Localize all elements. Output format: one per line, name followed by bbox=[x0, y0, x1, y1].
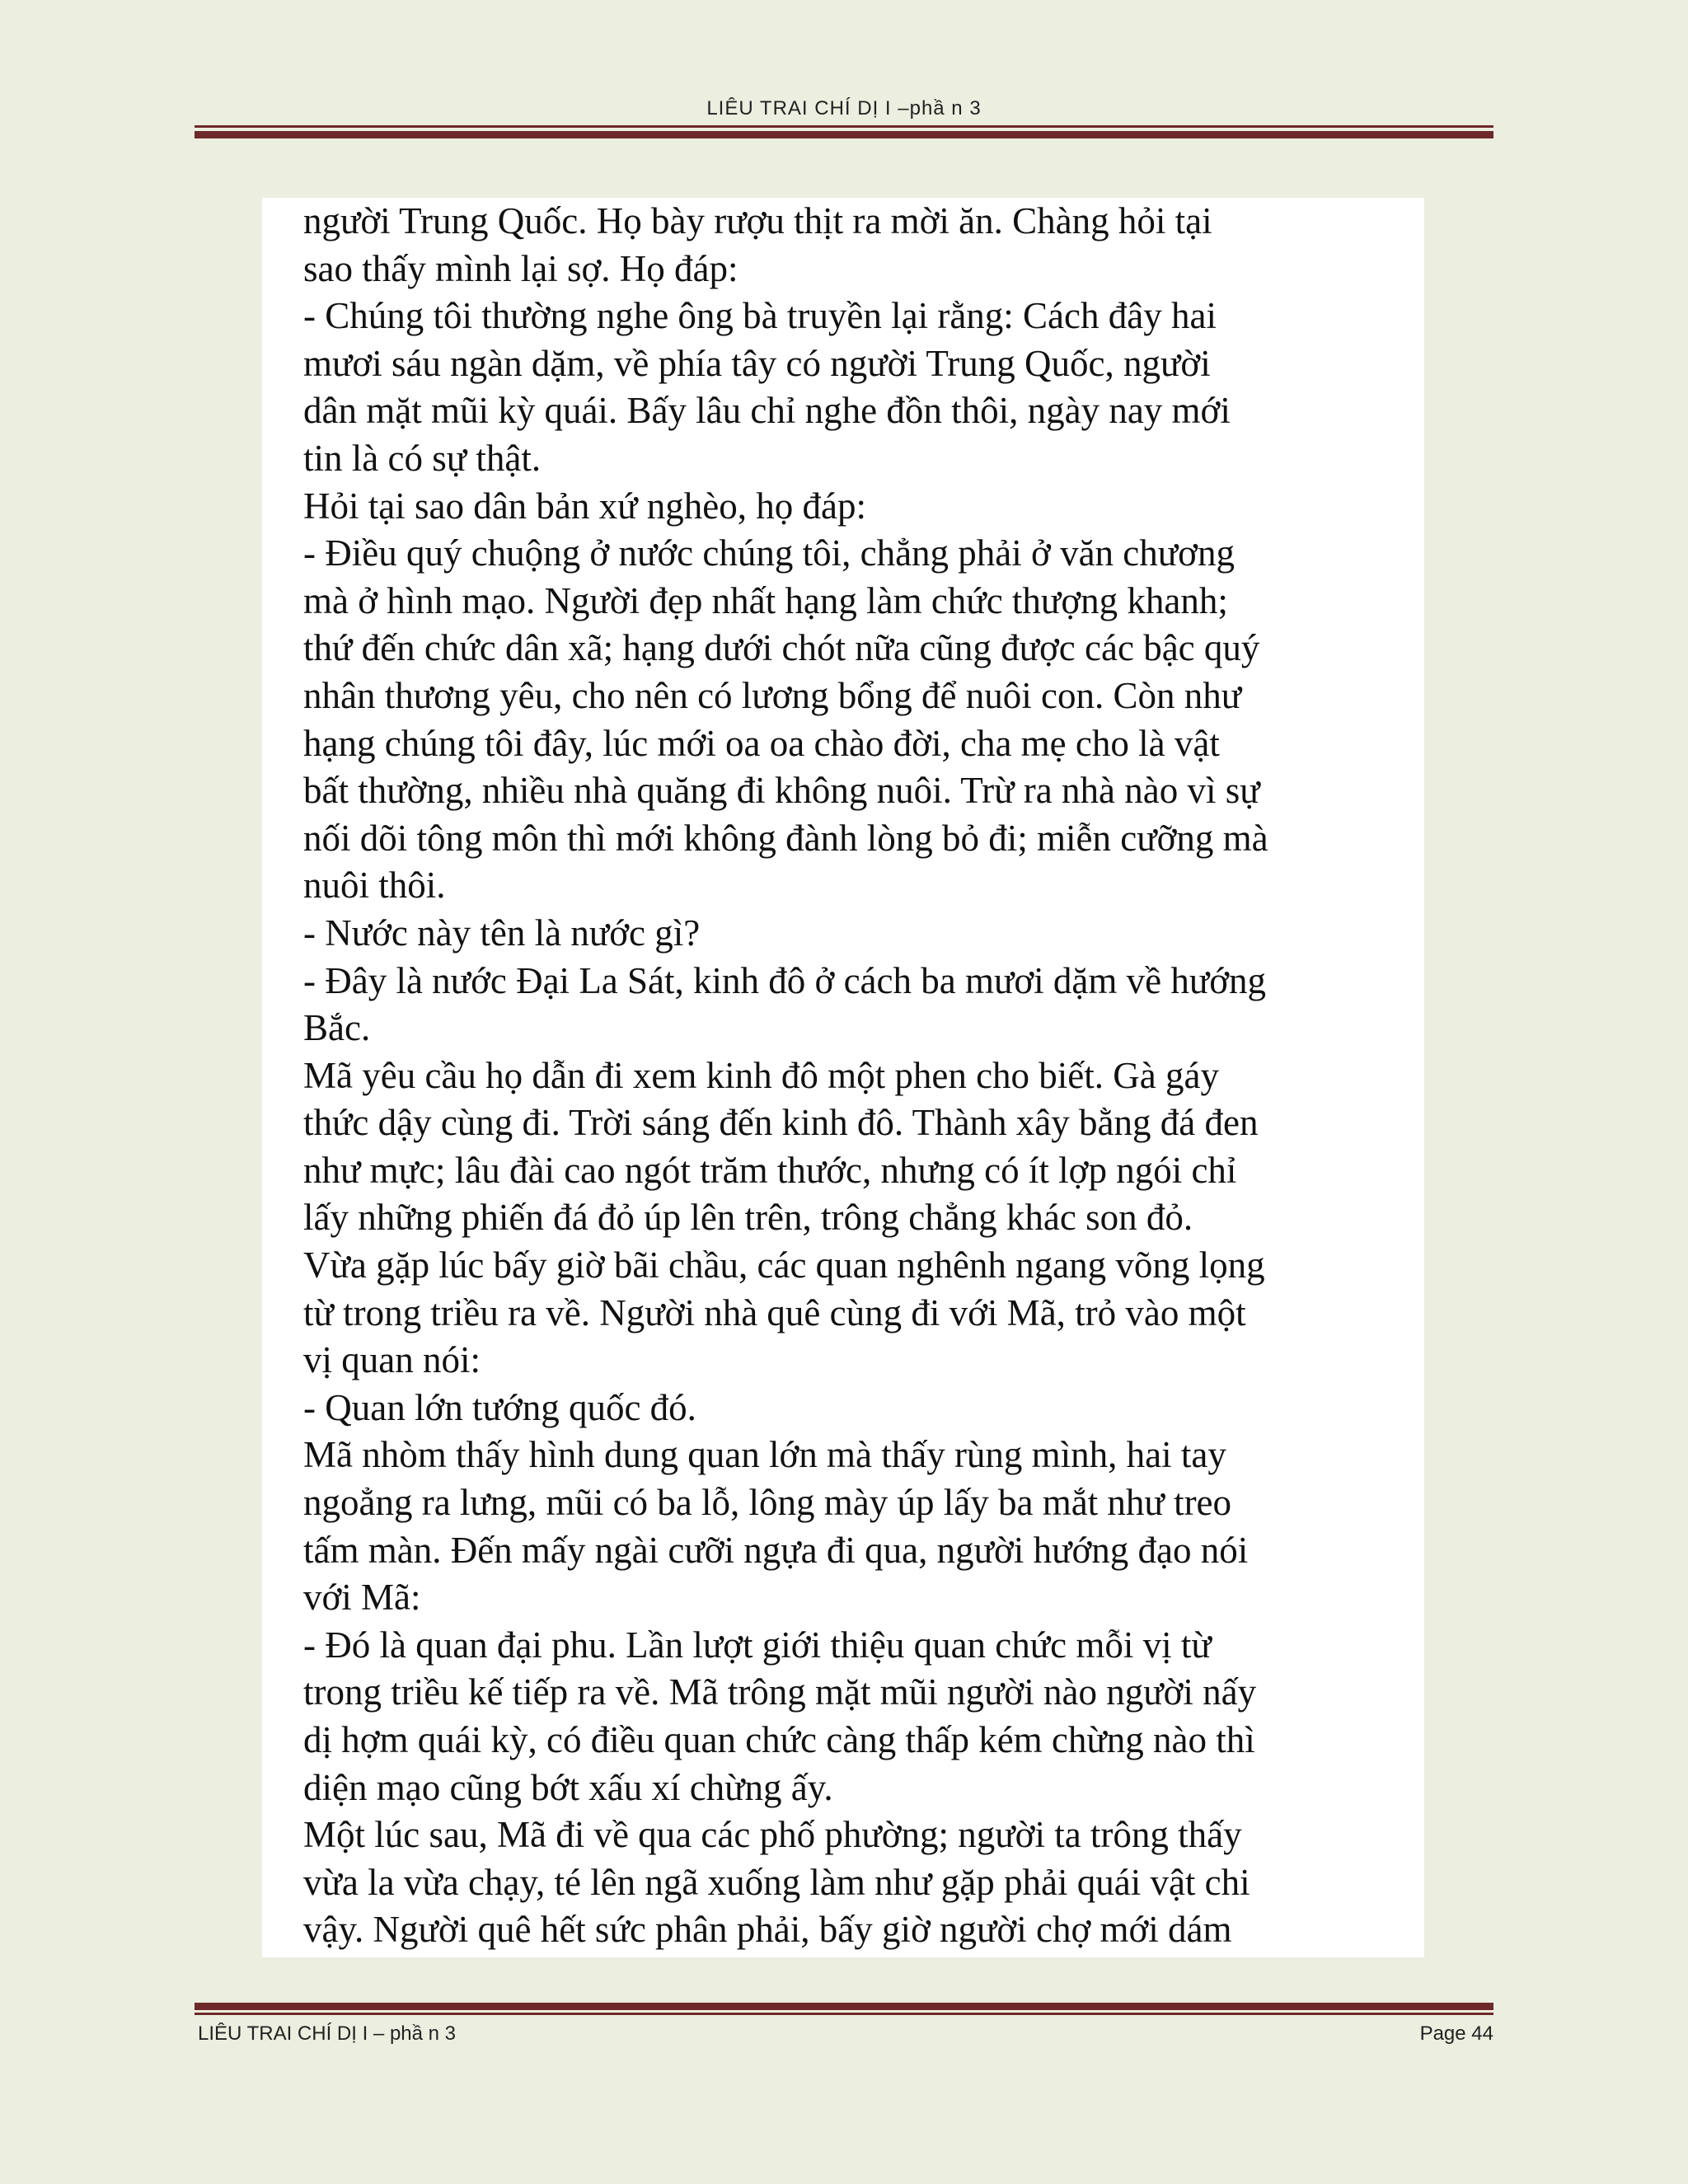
text-line: nuôi thôi. bbox=[303, 865, 446, 907]
footer-rule-thin bbox=[195, 2013, 1493, 2015]
text-line: - Chúng tôi thường nghe ông bà truyền lại rằng: Cách đây hai bbox=[303, 295, 1217, 337]
page-header-title: LIÊU TRAI CHÍ DỊ I –phầ n 3 bbox=[706, 97, 982, 120]
body-text-area bbox=[262, 198, 1424, 1957]
text-line: mươi sáu ngàn dặm, về phía tây có người Trung Quốc, người bbox=[303, 342, 1211, 384]
text-line: diện mạo cũng bớt xấu xí chừng ấy. bbox=[303, 1766, 833, 1808]
text-line: Mã nhòm thấy hình dung quan lớn mà thấy rùng mình, hai tay bbox=[303, 1434, 1226, 1476]
footer-rule-thick bbox=[195, 2003, 1493, 2010]
text-line: - Nước này tên là nước gì? bbox=[303, 912, 701, 954]
text-line: - Đây là nước Đại La Sát, kinh đô ở cách ba mươi dặm về hướng bbox=[303, 959, 1267, 1001]
text-line: thức dậy cùng đi. Trời sáng đến kinh đô. Thành xây bằng đá đen bbox=[303, 1102, 1259, 1144]
text-line: - Điều quý chuộng ở nước chúng tôi, chẳng phải ở văn chương bbox=[303, 532, 1235, 574]
text-line: vừa la vừa chạy, té lên ngã xuống làm như gặp phải quái vật chi bbox=[303, 1861, 1250, 1903]
text-line: dân mặt mũi kỳ quái. Bấy lâu chỉ nghe đồn thôi, ngày nay mới bbox=[303, 390, 1231, 432]
text-line: với Mã: bbox=[303, 1577, 421, 1619]
header-rule-thick bbox=[195, 131, 1493, 138]
page-number: Page 44 bbox=[1419, 2022, 1493, 2045]
text-line: Vừa gặp lúc bấy giờ bãi chầu, các quan nghênh ngang võng lọng bbox=[303, 1244, 1265, 1286]
text-line: tấm màn. Đến mấy ngài cưỡi ngựa đi qua, người hướng đạo nói bbox=[303, 1529, 1249, 1571]
text-line: nối dõi tông môn thì mới không đành lòng bỏ đi; miễn cưỡng mà bbox=[303, 817, 1268, 859]
text-line: từ trong triều ra về. Người nhà quê cùng đi với Mã, trỏ vào một bbox=[303, 1291, 1246, 1333]
text-line: - Quan lớn tướng quốc đó. bbox=[303, 1386, 696, 1428]
text-line: lấy những phiến đá đỏ úp lên trên, trông chẳng khác son đỏ. bbox=[303, 1197, 1193, 1239]
text-line: nhân thương yêu, cho nên có lương bổng để nuôi con. Còn như bbox=[303, 674, 1242, 716]
text-line: sao thấy mình lại sợ. Họ đáp: bbox=[303, 247, 738, 289]
text-line: trong triều kế tiếp ra về. Mã trông mặt mũi người nào người nấy bbox=[303, 1671, 1257, 1713]
text-line: Hỏi tại sao dân bản xứ nghèo, họ đáp: bbox=[303, 485, 866, 527]
text-line: người Trung Quốc. Họ bày rượu thịt ra mời ăn. Chàng hỏi tại bbox=[303, 200, 1212, 241]
text-line: mà ở hình mạo. Người đẹp nhất hạng làm chức thượng khanh; bbox=[303, 579, 1228, 621]
text-line: Một lúc sau, Mã đi về qua các phố phường; người ta trông thấy bbox=[303, 1814, 1242, 1856]
text-line: vậy. Người quê hết sức phân phải, bấy giờ người chợ mới dám bbox=[303, 1909, 1232, 1951]
text-line: bất thường, nhiều nhà quăng đi không nuôi. Trừ ra nhà nào vì sự bbox=[303, 770, 1260, 812]
text-line: hạng chúng tôi đây, lúc mới oa oa chào đời, cha mẹ cho là vật bbox=[303, 722, 1220, 764]
text-line: vị quan nói: bbox=[303, 1339, 481, 1381]
header-rule-thin bbox=[195, 125, 1493, 128]
text-line: - Đó là quan đại phu. Lần lượt giới thiệu quan chức mỗi vị từ bbox=[303, 1624, 1212, 1666]
text-line: như mực; lâu đài cao ngót trăm thước, nhưng có ít lợp ngói chỉ bbox=[303, 1149, 1237, 1191]
text-line: tin là có sự thật. bbox=[303, 437, 542, 479]
text-line: Mã yêu cầu họ dẫn đi xem kinh đô một phen cho biết. Gà gáy bbox=[303, 1054, 1219, 1096]
text-line: thứ đến chức dân xã; hạng dưới chót nữa cũng được các bậc quý bbox=[303, 627, 1260, 669]
footer-title: LIÊU TRAI CHÍ DỊ I – phầ n 3 bbox=[198, 2022, 457, 2045]
text-line: Bắc. bbox=[303, 1007, 371, 1049]
text-line: dị hợm quái kỳ, có điều quan chức càng thấp kém chừng nào thì bbox=[303, 1719, 1255, 1760]
text-line: ngoẳng ra lưng, mũi có ba lỗ, lông mày úp lấy ba mắt như treo bbox=[303, 1482, 1232, 1524]
